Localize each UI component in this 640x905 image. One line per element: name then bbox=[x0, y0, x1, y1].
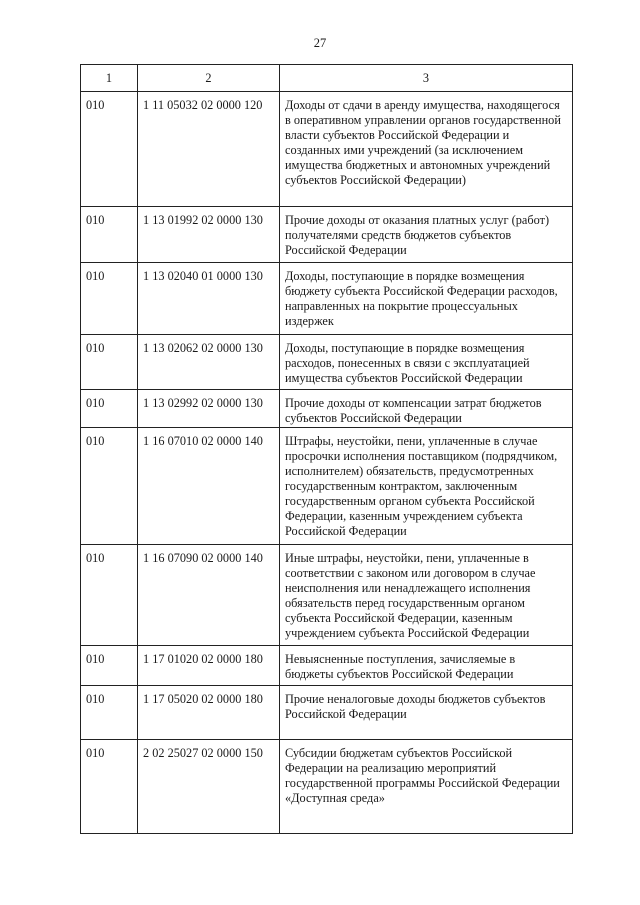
admin-code-cell: 010 bbox=[81, 428, 138, 545]
admin-code-cell: 010 bbox=[81, 263, 138, 335]
budget-code-cell: 1 16 07090 02 0000 140 bbox=[138, 545, 280, 646]
budget-code-cell: 1 17 01020 02 0000 180 bbox=[138, 646, 280, 686]
table-row bbox=[81, 428, 573, 545]
column-header-1: 1 bbox=[81, 65, 138, 92]
column-header-2: 2 bbox=[138, 65, 280, 92]
column-header-3: 3 bbox=[280, 65, 573, 92]
revenue-name-cell: Доходы, поступающие в порядке возмещения бюджету субъекта Российской Федерации расходов, направленных на покрытие процессуальных издержек bbox=[280, 263, 573, 335]
revenue-name-cell: Прочие неналоговые доходы бюджетов субъектов Российской Федерации bbox=[280, 686, 573, 740]
budget-code-cell: 1 13 01992 02 0000 130 bbox=[138, 207, 280, 263]
admin-code-cell: 010 bbox=[81, 207, 138, 263]
admin-code-cell: 010 bbox=[81, 686, 138, 740]
page-number: 27 bbox=[313, 36, 327, 50]
revenue-name-cell: Субсидии бюджетам субъектов Российской Федерации на реализацию мероприятий государственной программы Российской Федерации «Доступная среда» bbox=[280, 740, 573, 834]
table-row bbox=[81, 740, 573, 834]
revenue-name-cell: Невыясненные поступления, зачисляемые в бюджеты субъектов Российской Федерации bbox=[280, 646, 573, 686]
budget-code-cell: 1 13 02040 01 0000 130 bbox=[138, 263, 280, 335]
admin-code-cell: 010 bbox=[81, 92, 138, 207]
budget-code-cell: 1 16 07010 02 0000 140 bbox=[138, 428, 280, 545]
table-row bbox=[81, 335, 573, 390]
revenue-name-cell: Доходы, поступающие в порядке возмещения расходов, понесенных в связи с эксплуатацией имущества субъектов Российской Федерации bbox=[280, 335, 573, 390]
budget-code-cell: 2 02 25027 02 0000 150 bbox=[138, 740, 280, 834]
table-header-row bbox=[81, 65, 573, 92]
revenue-name-cell: Иные штрафы, неустойки, пени, уплаченные в соответствии с законом или договором в случае неисполнения или ненадлежащего исполнения обязательств перед государственным органом субъекта Российской Федерации, казенным учреждением субъекта Российской Федерации bbox=[280, 545, 573, 646]
budget-code-cell: 1 13 02062 02 0000 130 bbox=[138, 335, 280, 390]
budget-code-cell: 1 13 02992 02 0000 130 bbox=[138, 390, 280, 428]
revenue-name-cell: Прочие доходы от компенсации затрат бюджетов субъектов Российской Федерации bbox=[280, 390, 573, 428]
revenue-codes-table bbox=[80, 64, 573, 834]
admin-code-cell: 010 bbox=[81, 390, 138, 428]
table-row bbox=[81, 263, 573, 335]
table-row bbox=[81, 207, 573, 263]
admin-code-cell: 010 bbox=[81, 545, 138, 646]
table-row bbox=[81, 646, 573, 686]
table-row bbox=[81, 545, 573, 646]
admin-code-cell: 010 bbox=[81, 335, 138, 390]
table-row bbox=[81, 686, 573, 740]
revenue-name-cell: Доходы от сдачи в аренду имущества, находящегося в оперативном управлении органов государственной власти субъектов Российской Федерации и созданных ими учреждений (за исключением имущества бюджетных и автономных учреждений субъектов Российской Федерации) bbox=[280, 92, 573, 207]
admin-code-cell: 010 bbox=[81, 740, 138, 834]
revenue-name-cell: Прочие доходы от оказания платных услуг (работ) получателями средств бюджетов субъектов Российской Федерации bbox=[280, 207, 573, 263]
revenue-name-cell: Штрафы, неустойки, пени, уплаченные в случае просрочки исполнения поставщиком (подрядчиком, исполнителем) обязательств, предусмотренных государственным контрактом, заключенным государственным органом субъекта Российской Федерации, казенным учреждением субъекта Российской Федерации bbox=[280, 428, 573, 545]
admin-code-cell: 010 bbox=[81, 646, 138, 686]
budget-code-cell: 1 17 05020 02 0000 180 bbox=[138, 686, 280, 740]
budget-code-cell: 1 11 05032 02 0000 120 bbox=[138, 92, 280, 207]
table-row bbox=[81, 390, 573, 428]
table-row bbox=[81, 92, 573, 207]
